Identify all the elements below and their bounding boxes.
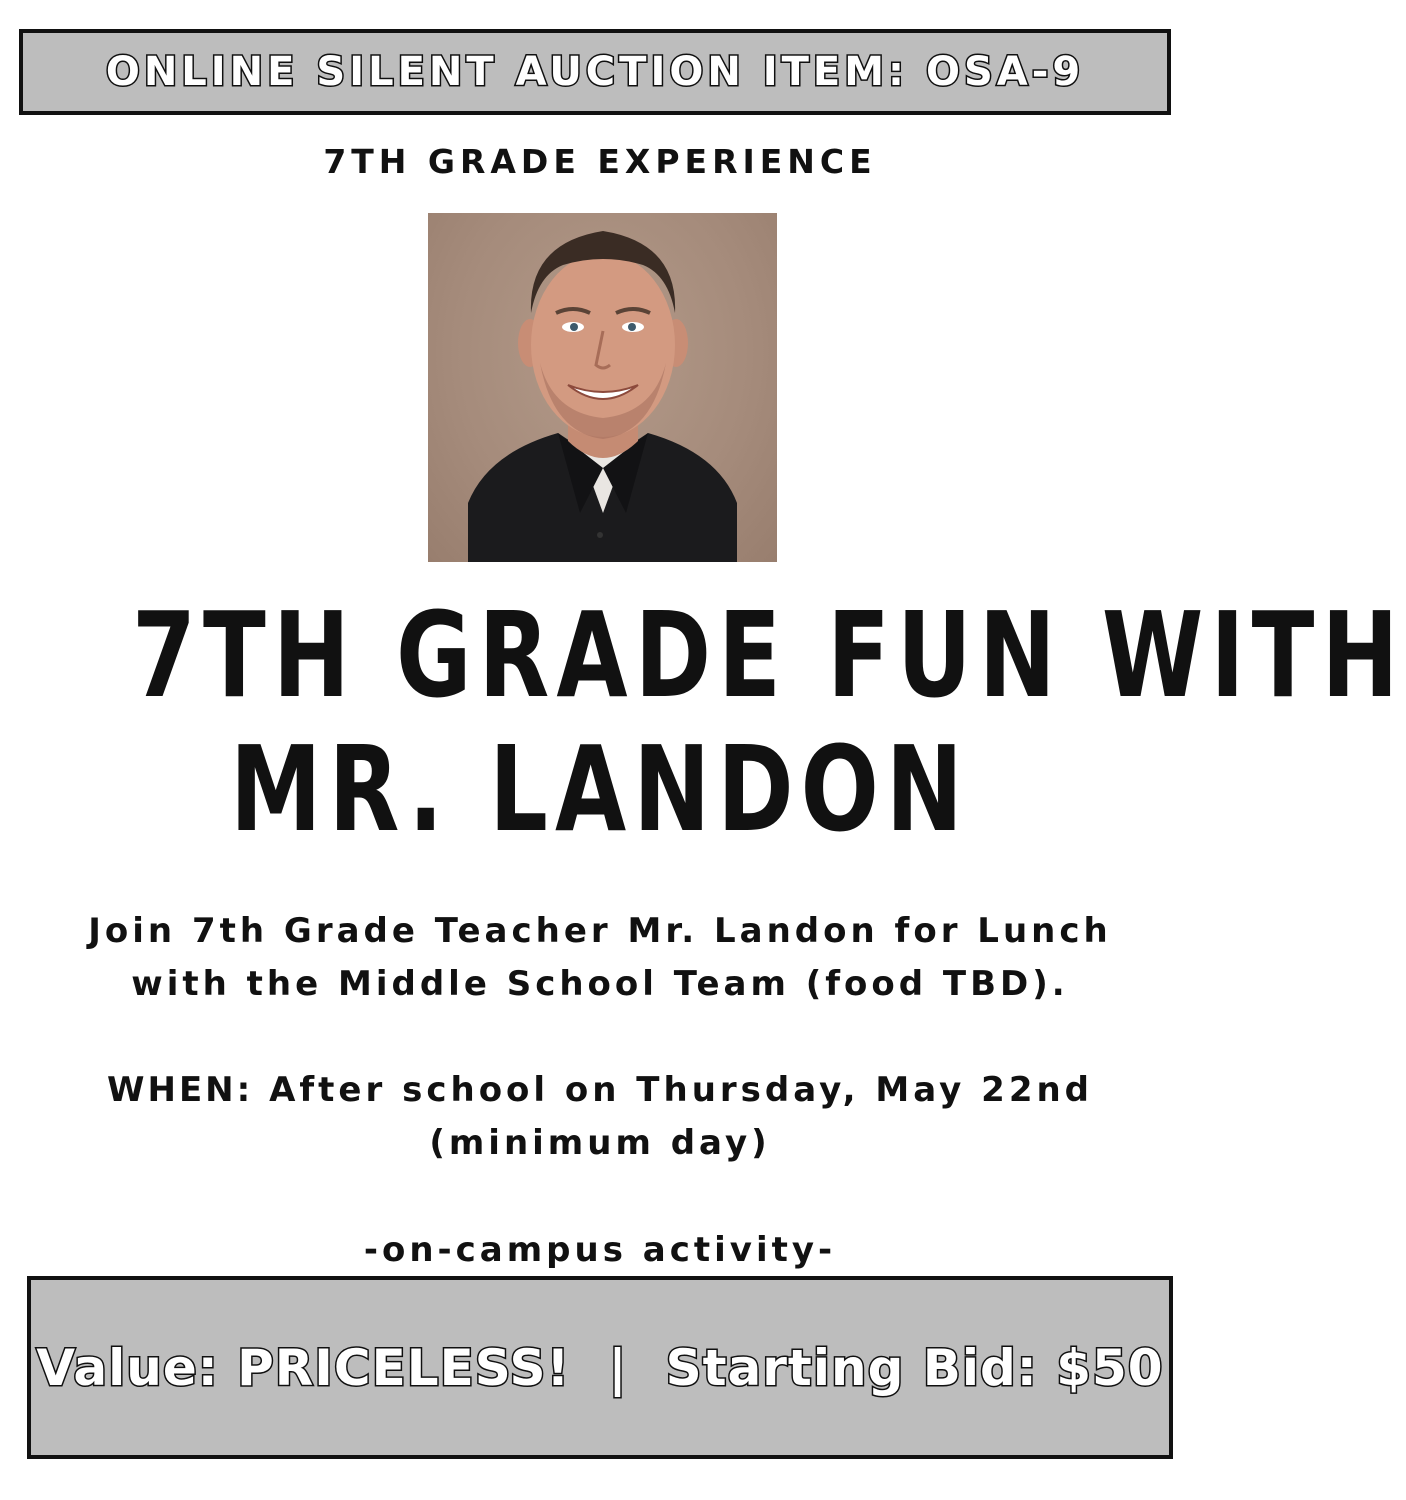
activity-note: -on-campus activity- — [363, 1230, 837, 1270]
description-line-2: with the Middle School Team (food TBD). — [131, 964, 1069, 1004]
when-text: After school on Thursday, May 22nd — [269, 1070, 1094, 1110]
category-heading: 7TH GRADE EXPERIENCE — [323, 142, 877, 181]
pricing-separator: | — [608, 1338, 628, 1397]
portrait-image — [428, 213, 777, 562]
headline-line-2: MR. LANDON — [230, 720, 970, 858]
when-line-2: (minimum day) — [429, 1123, 771, 1163]
headline-line-1: 7TH GRADE FUN WITH — [132, 586, 1406, 724]
auction-item-banner — [19, 29, 1171, 115]
value-text: Value: PRICELESS! — [36, 1338, 571, 1397]
when-label: WHEN: — [106, 1070, 254, 1110]
description — [0, 905, 1200, 1011]
auction-item-title: ONLINE SILENT AUCTION ITEM: OSA-9 — [105, 49, 1085, 95]
description-line-1: Join 7th Grade Teacher Mr. Landon for Lunch — [88, 911, 1112, 951]
teacher-photo — [428, 213, 777, 562]
when-section — [0, 1064, 1200, 1170]
pricing-banner — [27, 1276, 1173, 1459]
starting-bid-text: Starting Bid: $50 — [665, 1338, 1164, 1397]
when-line-1 — [0, 1064, 1200, 1117]
headline — [132, 586, 1406, 858]
